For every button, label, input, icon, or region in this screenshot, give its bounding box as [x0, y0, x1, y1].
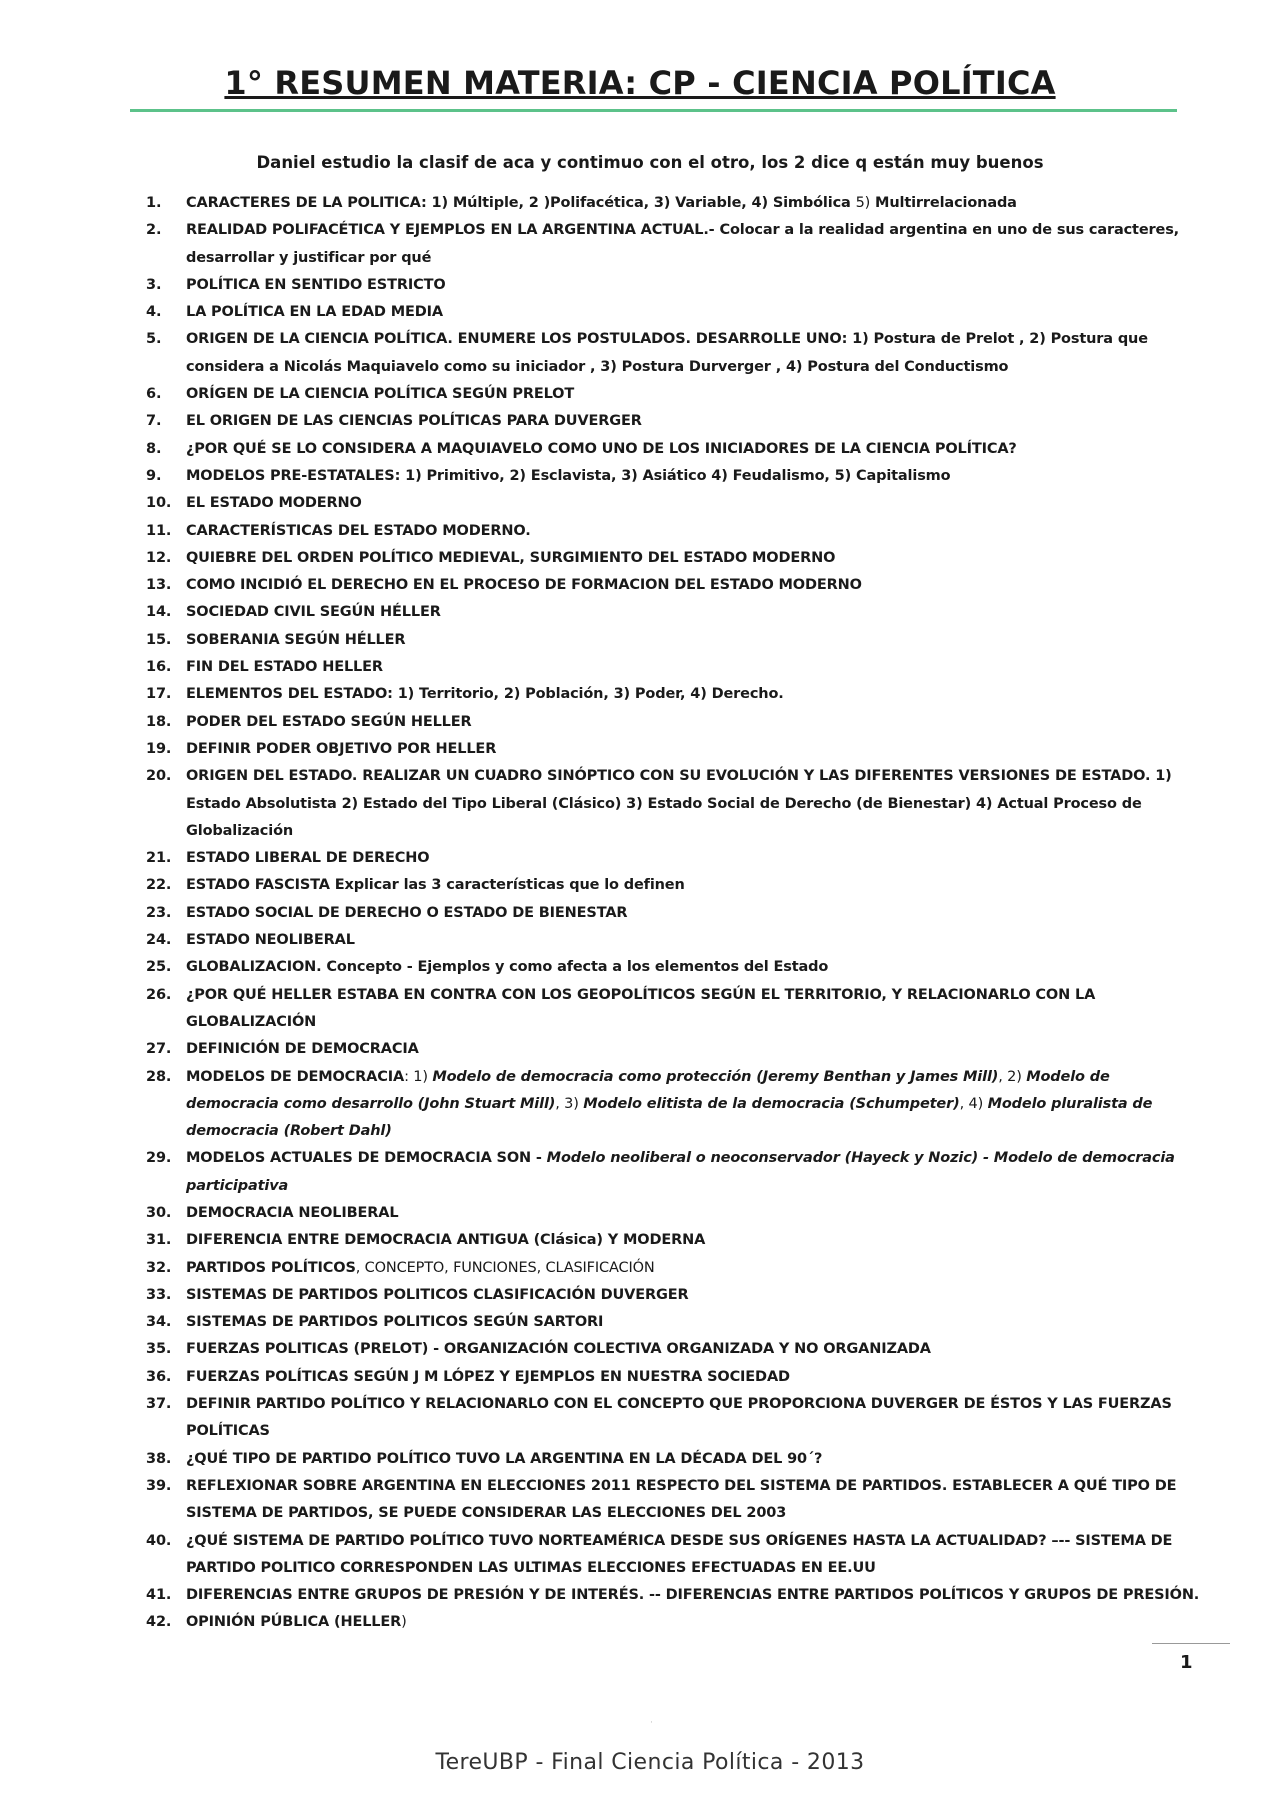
list-item-text: [186, 850, 429, 866]
list-item-text: [186, 959, 828, 975]
list-item-segment: ORÍGEN DE LA CIENCIA POLÍTICA SEGÚN PRELOT: [186, 386, 575, 403]
list-item: [130, 1064, 1200, 1146]
list-item-segment: , CONCEPTO, FUNCIONES, CLASIFICACIÓN: [355, 1259, 655, 1276]
list-item: [130, 326, 1200, 381]
list-item-number: 12.: [146, 549, 172, 566]
list-item-segment: ORIGEN DEL ESTADO. REALIZAR UN CUADRO SINÓPTICO CON SU EVOLUCIÓN Y LAS DIFERENTES VERSIONES DE ESTADO. 1) Estado Absolutista 2) Estado del Tipo Liberal (Clásico) 3) Estado Social de Derecho (de Bienestar) 4) Actual Proceso de Globalización: [186, 768, 1172, 839]
list-item-segment: ELEMENTOS DEL ESTADO: 1) Territorio, 2) Población, 3) Poder, 4) Derecho.: [186, 686, 784, 703]
list-item-segment: ): [401, 1614, 407, 1631]
list-item: [130, 463, 1200, 490]
list-item-segment: DIFERENCIA ENTRE DEMOCRACIA ANTIGUA (Clásica) Y MODERNA: [186, 1232, 706, 1249]
list-item-text: [186, 932, 355, 948]
list-item-segment: SOCIEDAD CIVIL SEGÚN HÉLLER: [186, 604, 441, 621]
list-item: [130, 681, 1200, 708]
list-item-number: 32.: [146, 1259, 172, 1276]
list-item-number: 16.: [146, 659, 172, 676]
list-item-text: [186, 1287, 689, 1303]
list-item-number: 28.: [146, 1068, 172, 1085]
list-item-segment: ORIGEN DE LA CIENCIA POLÍTICA. ENUMERE LOS POSTULADOS. DESARROLLE UNO: 1) Postura de Prelot , 2) Postura que considera a Nicolás Maquiavelo como su iniciador , 3) Postura Durverger , 4) Postura del Conductismo: [186, 331, 1148, 375]
list-item-number: 5.: [146, 331, 162, 348]
list-item-text: [186, 987, 1095, 1030]
list-item-segment: GLOBALIZACION. Concepto - Ejemplos y como afecta a los elementos del Estado: [186, 959, 829, 976]
list-item-text: [186, 1396, 1172, 1439]
list-item-segment: Modelo neoliberal o neoconservador (Hayeck y Nozic) - Modelo de democracia participativa: [186, 1150, 1175, 1194]
list-item-segment: LA POLÍTICA EN LA EDAD MEDIA: [186, 304, 443, 321]
list-item-segment: DEMOCRACIA NEOLIBERAL: [186, 1204, 399, 1221]
list-item: [130, 1309, 1200, 1336]
list-item: [130, 927, 1200, 954]
list-item-segment: OPINIÓN PÚBLICA (HELLER: [186, 1614, 402, 1631]
list-item-segment: ¿QUÉ TIPO DE PARTIDO POLÍTICO TUVO LA ARGENTINA EN LA DÉCADA DEL 90´?: [186, 1450, 823, 1467]
list-item: [130, 1582, 1200, 1609]
list-item-text: [186, 1478, 1176, 1521]
list-item-segment: EL ESTADO MODERNO: [186, 495, 362, 512]
list-item-segment: REALIDAD POLIFACÉTICA Y EJEMPLOS EN LA ARGENTINA ACTUAL.- Colocar a la realidad argentina en uno de sus caracteres, desarrollar y justificar por qué: [186, 222, 1180, 266]
list-item-text: [186, 331, 1148, 374]
list-item-segment: ESTADO FASCISTA Explicar las 3 características que lo definen: [186, 877, 685, 894]
list-item-text: [186, 877, 685, 893]
list-item-text: [186, 386, 574, 402]
list-item-text: [186, 1451, 822, 1467]
list-item-number: 20.: [146, 768, 172, 785]
page-number-rule: [1152, 1643, 1230, 1644]
list-item-segment: QUIEBRE DEL ORDEN POLÍTICO MEDIEVAL, SURGIMIENTO DEL ESTADO MODERNO: [186, 549, 836, 566]
list-item-text: [186, 741, 496, 757]
list-item-segment: , 4): [959, 1095, 988, 1112]
list-item-number: 37.: [146, 1396, 172, 1413]
list-item-number: 23.: [146, 904, 172, 921]
list-item: [130, 408, 1200, 435]
list-item-segment: ESTADO SOCIAL DE DERECHO O ESTADO DE BIENESTAR: [186, 904, 628, 921]
list-item: [130, 599, 1200, 626]
list-item-segment: MODELOS ACTUALES DE DEMOCRACIA SON -: [186, 1150, 547, 1167]
list-item-text: [186, 468, 950, 484]
list-item: [130, 1446, 1200, 1473]
title-underline-rule: [130, 109, 1177, 112]
list-item-text: [186, 277, 446, 293]
list-item-text: [186, 714, 472, 730]
list-item-segment: DEFINIR PODER OBJETIVO POR HELLER: [186, 740, 497, 757]
list-item-segment: POLÍTICA EN SENTIDO ESTRICTO: [186, 276, 446, 293]
list-item: [130, 1036, 1200, 1063]
list-item-text: [186, 1341, 931, 1357]
list-item-number: 22.: [146, 877, 172, 894]
list-item-text: [186, 1205, 398, 1221]
list-item-segment: DIFERENCIAS ENTRE GRUPOS DE PRESIÓN Y DE INTERÉS. -- DIFERENCIAS ENTRE PARTIDOS POLÍTICOS Y GRUPOS DE PRESIÓN.: [186, 1587, 1200, 1604]
list-item: [130, 217, 1200, 272]
list-item-number: 38.: [146, 1450, 172, 1467]
list-item-segment: SISTEMAS DE PARTIDOS POLITICOS SEGÚN SARTORI: [186, 1314, 604, 1331]
list-item-number: 33.: [146, 1286, 172, 1303]
list-item-number: 19.: [146, 740, 172, 757]
list-item: [130, 845, 1200, 872]
list-item-segment: FUERZAS POLITICAS (PRELOT) - ORGANIZACIÓN COLECTIVA ORGANIZADA Y NO ORGANIZADA: [186, 1341, 931, 1358]
list-item: [130, 1391, 1200, 1446]
list-item: [130, 545, 1200, 572]
list-item-segment: Modelo de democracia como desarrollo (John Stuart Mill): [186, 1068, 1110, 1112]
list-item: [130, 627, 1200, 654]
list-item-number: 35.: [146, 1341, 172, 1358]
list-item-segment: FUERZAS POLÍTICAS SEGÚN J M LÓPEZ Y EJEMPLOS EN NUESTRA SOCIEDAD: [186, 1368, 790, 1385]
list-item-number: 7.: [146, 413, 162, 430]
list-item-text: [186, 195, 1017, 211]
list-item-text: [186, 577, 862, 593]
list-item: [130, 190, 1200, 217]
list-item-text: [186, 1587, 1199, 1603]
list-item-segment: REFLEXIONAR SOBRE ARGENTINA EN ELECCIONES 2011 RESPECTO DEL SISTEMA DE PARTIDOS. ESTABLECER A QUÉ TIPO DE SISTEMA DE PARTIDOS, SE PUEDE CONSIDERAR LAS ELECCIONES DEL 2003: [186, 1477, 1177, 1522]
list-item-number: 36.: [146, 1368, 172, 1385]
page-footer: TereUBP - Final Ciencia Política - 2013: [435, 1750, 865, 1775]
list-item-segment: SISTEMAS DE PARTIDOS POLITICOS CLASIFICACIÓN DUVERGER: [186, 1286, 689, 1303]
list-item: [130, 1528, 1200, 1583]
list-item-segment: , 2): [998, 1068, 1027, 1085]
list-item: [130, 900, 1200, 927]
list-item-segment: DEFINIR PARTIDO POLÍTICO Y RELACIONARLO CON EL CONCEPTO QUE PROPORCIONA DUVERGER DE ÉSTOS Y LAS FUERZAS POLÍTICAS: [186, 1396, 1172, 1440]
list-item: [130, 1227, 1200, 1254]
list-item-text: [186, 222, 1179, 265]
list-item-number: 40.: [146, 1532, 172, 1549]
list-item-number: 14.: [146, 604, 172, 621]
footer-mark: ·: [650, 1718, 653, 1728]
list-item-segment: ESTADO LIBERAL DE DERECHO: [186, 850, 430, 867]
list-item-text: [186, 550, 835, 566]
list-item-text: [186, 659, 383, 675]
list-item-number: 13.: [146, 577, 172, 594]
list-item-segment: CARACTERÍSTICAS DEL ESTADO MODERNO.: [186, 522, 531, 539]
list-item-segment: COMO INCIDIÓ EL DERECHO EN EL PROCESO DE FORMACION DEL ESTADO MODERNO: [186, 577, 862, 594]
list-item-number: 27.: [146, 1041, 172, 1058]
list-item: [130, 763, 1200, 845]
list-item-number: 18.: [146, 713, 172, 730]
list-item: [130, 1145, 1200, 1200]
list-item-number: 42.: [146, 1614, 172, 1631]
list-item-number: 11.: [146, 522, 172, 539]
list-item-text: [186, 1041, 419, 1057]
list-item-text: [186, 1260, 655, 1276]
list-item-number: 31.: [146, 1232, 172, 1249]
list-item-segment: ESTADO NEOLIBERAL: [186, 932, 355, 949]
list-item-segment: Modelo elitista de la democracia (Schumpeter): [583, 1095, 960, 1112]
list-item-text: [186, 441, 1017, 457]
list-item-text: [186, 905, 627, 921]
list-item-segment: : 1): [404, 1068, 433, 1085]
list-item-segment: SOBERANIA SEGÚN HÉLLER: [186, 631, 406, 648]
list-item-text: [186, 1069, 1152, 1140]
list-item-text: [186, 304, 443, 320]
page-number: 1: [1180, 1652, 1193, 1673]
list-item-text: [186, 495, 362, 511]
list-item-number: 1.: [146, 195, 162, 211]
list-item-text: [186, 1150, 1175, 1193]
list-item: [130, 1336, 1200, 1363]
list-item-text: [186, 632, 405, 648]
list-item-segment: Modelo de democracia como protección (Jeremy Benthan y James Mill): [432, 1068, 999, 1085]
list-item-segment: DEFINICIÓN DE DEMOCRACIA: [186, 1041, 419, 1058]
list-item-segment: PARTIDOS POLÍTICOS: [186, 1259, 356, 1276]
list-item-number: 2.: [146, 222, 162, 239]
list-item: [130, 572, 1200, 599]
list-item-number: 6.: [146, 386, 162, 403]
list-item-number: 17.: [146, 686, 172, 703]
list-item-segment: Multirrelacionada: [870, 195, 1017, 211]
list-item-segment: ¿QUÉ SISTEMA DE PARTIDO POLÍTICO TUVO NORTEAMÉRICA DESDE SUS ORÍGENES HASTA LA ACTUALIDAD? –-- SISTEMA DE PARTIDO POLITICO CORRESPONDEN LAS ULTIMAS ELECCIONES EFECTUADAS EN EE.UU: [186, 1532, 1173, 1576]
list-item: [130, 436, 1200, 463]
list-item-number: 29.: [146, 1150, 172, 1167]
list-item-segment: CARACTERES DE LA POLITICA: 1) Múltiple, 2 )Polifacética, 3) Variable, 4) Simbólica: [186, 195, 856, 211]
list-item-number: 34.: [146, 1314, 172, 1331]
list-item: [130, 1282, 1200, 1309]
list-item-segment: ¿POR QUÉ HELLER ESTABA EN CONTRA CON LOS GEOPOLÍTICOS SEGÚN EL TERRITORIO, Y RELACIONARLO CON LA GLOBALIZACIÓN: [186, 986, 1096, 1030]
list-item-number: 10.: [146, 495, 172, 512]
list-item-number: 4.: [146, 304, 162, 321]
list-item: [130, 518, 1200, 545]
list-item-segment: ¿POR QUÉ SE LO CONSIDERA A MAQUIAVELO COMO UNO DE LOS INICIADORES DE LA CIENCIA POLÍTICA?: [186, 440, 1017, 457]
list-item-number: 41.: [146, 1587, 172, 1604]
list-item-text: [186, 1232, 705, 1248]
document-title: 1° RESUMEN MATERIA: CP - CIENCIA POLÍTICA: [224, 64, 1056, 102]
list-item-segment: MODELOS PRE-ESTATALES: 1) Primitivo, 2) Esclavista, 3) Asiático 4) Feudalismo, 5) Capitalismo: [186, 467, 951, 484]
list-item-number: 21.: [146, 850, 172, 867]
list-item-segment: EL ORIGEN DE LAS CIENCIAS POLÍTICAS PARA DUVERGER: [186, 413, 642, 430]
list-item-number: 15.: [146, 631, 172, 648]
list-item-number: 26.: [146, 986, 172, 1003]
list-item-number: 30.: [146, 1204, 172, 1221]
list-item: [130, 982, 1200, 1037]
list-item-text: [186, 1314, 603, 1330]
list-item-text: [186, 523, 531, 539]
list-item-segment: PODER DEL ESTADO SEGÚN HELLER: [186, 713, 472, 730]
list-item: [130, 709, 1200, 736]
document-subtitle: Daniel estudio la clasif de aca y contimuo con el otro, los 2 dice q están muy buenos: [256, 153, 1044, 172]
topic-list: [130, 190, 1200, 1637]
list-item-segment: FIN DEL ESTADO HELLER: [186, 659, 383, 676]
list-item: [130, 381, 1200, 408]
list-item: [130, 1609, 1200, 1636]
list-item-number: 8.: [146, 440, 162, 457]
list-item-number: 24.: [146, 932, 172, 949]
list-item-text: [186, 413, 642, 429]
list-item: [130, 1364, 1200, 1391]
list-item: [130, 272, 1200, 299]
list-item: [130, 1473, 1200, 1528]
list-item-segment: 5): [855, 195, 871, 211]
list-item-text: [186, 1533, 1172, 1576]
list-item-number: 25.: [146, 959, 172, 976]
list-item-number: 39.: [146, 1477, 172, 1494]
list-item: [130, 299, 1200, 326]
list-item-text: [186, 1614, 407, 1630]
list-item-text: [186, 1369, 790, 1385]
list-item: [130, 654, 1200, 681]
list-item-number: 3.: [146, 276, 162, 293]
list-item-segment: Modelo pluralista de democracia (Robert Dahl): [186, 1095, 1153, 1140]
list-item-segment: MODELOS DE DEMOCRACIA: [186, 1068, 405, 1085]
list-item: [130, 954, 1200, 981]
list-item: [130, 1200, 1200, 1227]
list-item: [130, 1255, 1200, 1282]
list-item: [130, 490, 1200, 517]
list-item-text: [186, 768, 1172, 839]
list-item-segment: , 3): [555, 1095, 584, 1112]
list-item: [130, 736, 1200, 763]
list-item-text: [186, 686, 784, 702]
list-item: [130, 872, 1200, 899]
list-item-number: 9.: [146, 467, 162, 484]
list-item-text: [186, 604, 441, 620]
